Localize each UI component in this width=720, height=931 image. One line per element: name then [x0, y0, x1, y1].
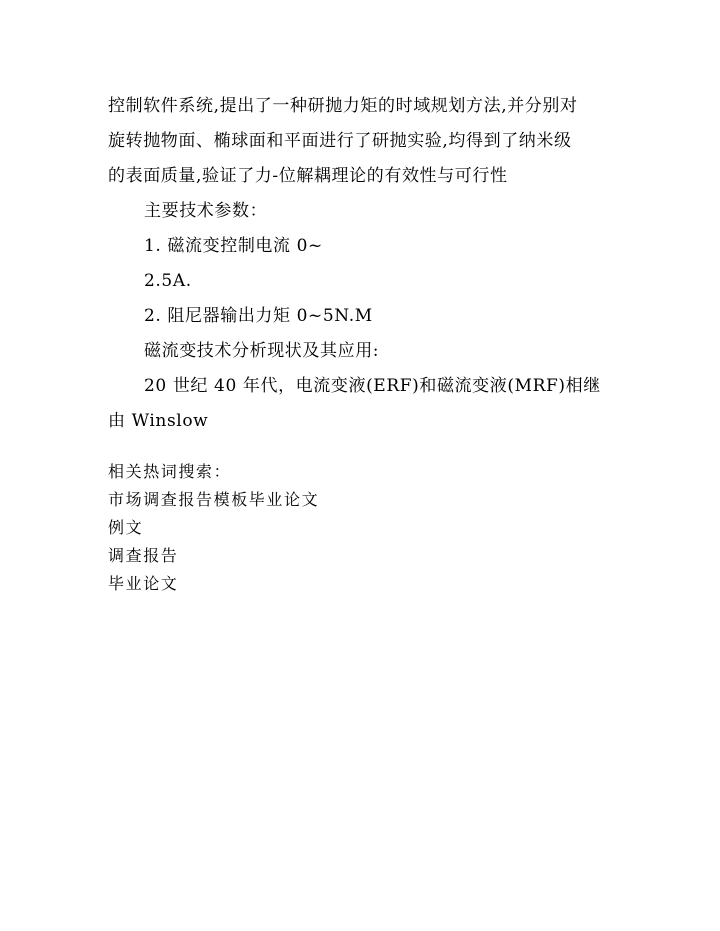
params-item-2: 2. 阻尼器输出力矩 0~5N.M	[144, 306, 373, 326]
related-keywords-label: 相关热词搜索：	[108, 462, 232, 481]
related-keyword-link[interactable]: 毕业论文	[108, 574, 179, 593]
params-item-1: 1. 磁流变控制电流 0~	[144, 236, 323, 256]
paragraph-line-2: 旋转抛物面、椭球面和平面进行了研抛实验,均得到了纳米级	[108, 131, 572, 151]
related-keyword-link[interactable]: 市场调查报告模板毕业论文	[108, 490, 320, 509]
section-line-1: 20 世纪 40 年代，电流变液(ERF)和磁流变液(MRF)相继	[144, 376, 601, 396]
params-heading: 主要技术参数：	[144, 201, 268, 221]
paragraph-line-3: 的表面质量,验证了力-位解耦理论的有效性与可行性	[108, 166, 508, 186]
paragraph-line-1: 控制软件系统,提出了一种研抛力矩的时域规划方法,并分别对	[108, 96, 578, 116]
params-item-1-continued: 2.5A.	[144, 271, 192, 291]
related-keyword-link[interactable]: 调查报告	[108, 546, 179, 565]
related-keyword-link[interactable]: 例文	[108, 518, 144, 537]
section-heading: 磁流变技术分析现状及其应用:	[144, 341, 380, 361]
section-line-2: 由 Winslow	[108, 411, 209, 431]
